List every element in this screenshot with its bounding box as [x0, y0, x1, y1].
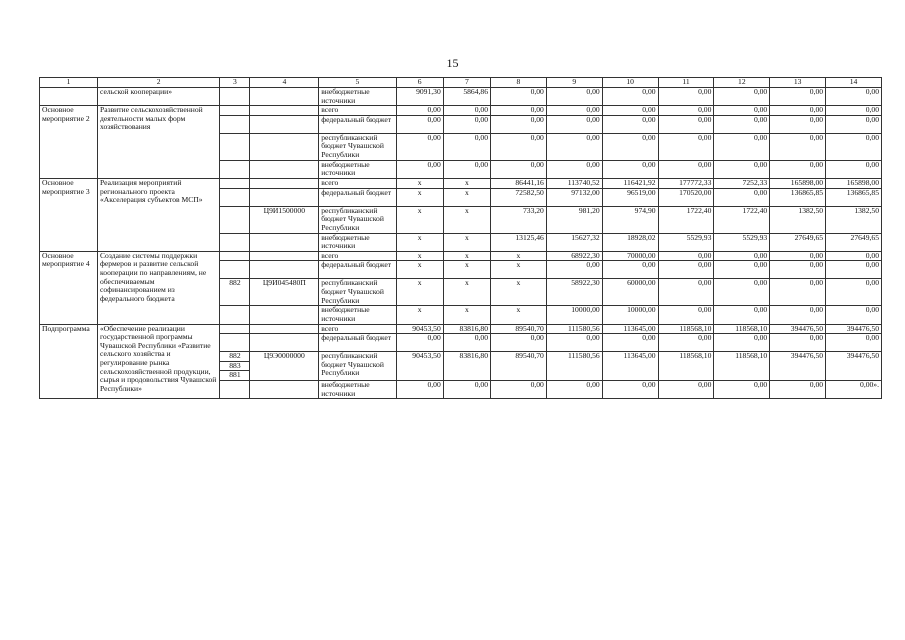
amount-cell: 90453,50: [396, 352, 443, 381]
funding-source-cell: внебюджетные источники: [319, 306, 396, 324]
amount-cell: 72582,50: [491, 188, 547, 206]
column-header: 13: [770, 78, 826, 88]
amount-cell: 0,00: [826, 261, 882, 279]
amount-cell: 60000,00: [602, 279, 658, 306]
amount-cell: 58922,30: [546, 279, 602, 306]
amount-cell: 0,00: [826, 279, 882, 306]
amount-cell: x: [396, 306, 443, 324]
grbs-code-cell: [220, 160, 250, 178]
amount-cell: 394476,50: [770, 352, 826, 381]
amount-cell: 0,00: [491, 88, 547, 106]
target-article-cell: Ц9И1500000: [250, 206, 319, 233]
amount-cell: 0,00: [546, 88, 602, 106]
amount-cell: x: [443, 251, 490, 261]
funding-source-cell: внебюджетные источники: [319, 88, 396, 106]
funding-source-cell: всего: [319, 251, 396, 261]
amount-cell: 177772,33: [658, 178, 714, 188]
amount-cell: 0,00: [491, 106, 547, 116]
amount-cell: 10000,00: [546, 306, 602, 324]
amount-cell: x: [443, 178, 490, 188]
amount-cell: 0,00: [491, 133, 547, 160]
amount-cell: 0,00: [770, 160, 826, 178]
amount-cell: 9091,30: [396, 88, 443, 106]
amount-cell: 0,00: [546, 334, 602, 352]
amount-cell: 0,00: [546, 133, 602, 160]
amount-cell: 0,00: [546, 380, 602, 398]
amount-cell: 0,00: [396, 133, 443, 160]
amount-cell: 0,00: [770, 306, 826, 324]
amount-cell: 170520,00: [658, 188, 714, 206]
measure-type-cell: Основное мероприятие 3: [40, 178, 98, 251]
grbs-code-cell: [220, 178, 250, 188]
amount-cell: 118568,10: [714, 352, 770, 381]
measure-title-cell: Создание системы поддержки фермеров и развитие сельской кооперации по направлениям, не обеспечиваемым софинансированием из федерального бюджета: [97, 251, 219, 324]
table-row: [40, 178, 882, 188]
measure-title-cell: «Обеспечение реализации государственной программы Чувашской Республики «Развитие сельского хозяйства и регулирование рынка сельскохозяйственной продукции, сырья и продовольствия Чувашской Республики»: [97, 324, 219, 399]
target-article-cell: [250, 133, 319, 160]
amount-cell: 0,00: [826, 106, 882, 116]
amount-cell: 0,00: [658, 251, 714, 261]
funding-source-cell: всего: [319, 178, 396, 188]
column-header: 3: [220, 78, 250, 88]
funding-source-cell: республиканский бюджет Чувашской Республики: [319, 133, 396, 160]
amount-cell: 0,00: [770, 261, 826, 279]
amount-cell: x: [396, 188, 443, 206]
amount-cell: 68922,30: [546, 251, 602, 261]
amount-cell: 0,00: [602, 133, 658, 160]
amount-cell: 0,00: [443, 380, 490, 398]
amount-cell: 0,00: [443, 115, 490, 133]
amount-cell: x: [443, 279, 490, 306]
amount-cell: 0,00: [714, 188, 770, 206]
column-header: 4: [250, 78, 319, 88]
amount-cell: 0,00: [714, 160, 770, 178]
amount-cell: 5529,93: [658, 233, 714, 251]
grbs-code-cell: [220, 133, 250, 160]
funding-source-cell: всего: [319, 106, 396, 116]
amount-cell: 0,00: [658, 106, 714, 116]
amount-cell: 89540,70: [491, 324, 547, 334]
grbs-code-cell: [220, 206, 250, 233]
amount-cell: 0,00: [770, 115, 826, 133]
funding-source-cell: внебюджетные источники: [319, 160, 396, 178]
amount-cell: 0,00: [546, 106, 602, 116]
amount-cell: 0,00: [714, 261, 770, 279]
target-article-cell: [250, 251, 319, 261]
target-article-cell: [250, 188, 319, 206]
grbs-code-cell: [220, 306, 250, 324]
amount-cell: 394476,50: [770, 324, 826, 334]
header-row: [40, 78, 882, 88]
column-header: 7: [443, 78, 490, 88]
amount-cell: 0,00: [443, 106, 490, 116]
amount-cell: 96519,00: [602, 188, 658, 206]
amount-cell: 0,00: [658, 88, 714, 106]
amount-cell: 0,00: [546, 261, 602, 279]
amount-cell: 13125,46: [491, 233, 547, 251]
funding-source-cell: федеральный бюджет: [319, 334, 396, 352]
amount-cell: x: [443, 233, 490, 251]
amount-cell: x: [396, 233, 443, 251]
target-article-cell: [250, 160, 319, 178]
target-article-cell: [250, 88, 319, 106]
amount-cell: 113740,52: [546, 178, 602, 188]
budget-table: [39, 77, 882, 399]
amount-cell: 86441,16: [491, 178, 547, 188]
amount-cell: 0,00: [491, 115, 547, 133]
column-header: 6: [396, 78, 443, 88]
amount-cell: 0,00: [443, 160, 490, 178]
grbs-code: 883: [220, 362, 249, 372]
amount-cell: 0,00: [443, 334, 490, 352]
grbs-code-cell: [220, 261, 250, 279]
funding-source-cell: федеральный бюджет: [319, 188, 396, 206]
amount-cell: x: [443, 188, 490, 206]
amount-cell: 0,00: [826, 160, 882, 178]
amount-cell: 1382,50: [770, 206, 826, 233]
amount-cell: 0,00: [714, 133, 770, 160]
amount-cell: 0,00: [826, 133, 882, 160]
measure-title-cell: Реализация мероприятий регионального проекта «Акселерация субъектов МСП»: [97, 178, 219, 251]
column-header: 9: [546, 78, 602, 88]
amount-cell: 0,00: [602, 115, 658, 133]
amount-cell: x: [396, 279, 443, 306]
amount-cell: 0,00: [770, 380, 826, 398]
amount-cell: 0,00: [658, 115, 714, 133]
target-article-cell: [250, 261, 319, 279]
amount-cell: 0,00: [770, 106, 826, 116]
amount-cell: 165898,00: [826, 178, 882, 188]
measure-type-cell: Основное мероприятие 2: [40, 106, 98, 179]
amount-cell: x: [491, 251, 547, 261]
grbs-code-cell: [220, 88, 250, 106]
table-row: [40, 88, 882, 106]
amount-cell: 27649,65: [826, 233, 882, 251]
amount-cell: 0,00: [826, 115, 882, 133]
grbs-code-cell: [220, 251, 250, 261]
amount-cell: 0,00: [396, 160, 443, 178]
funding-source-cell: федеральный бюджет: [319, 115, 396, 133]
amount-cell: 733,20: [491, 206, 547, 233]
amount-cell: 0,00: [714, 306, 770, 324]
amount-cell: 0,00: [602, 160, 658, 178]
amount-cell: x: [443, 261, 490, 279]
amount-cell: 118568,10: [714, 324, 770, 334]
target-article-cell: [250, 106, 319, 116]
amount-cell: 118568,10: [658, 352, 714, 381]
amount-cell: 97132,00: [546, 188, 602, 206]
amount-cell: 7252,33: [714, 178, 770, 188]
amount-cell: 0,00: [714, 334, 770, 352]
amount-cell: 0,00: [770, 133, 826, 160]
amount-cell: 0,00: [602, 261, 658, 279]
funding-source-cell: внебюджетные источники: [319, 380, 396, 398]
amount-cell: 0,00: [658, 261, 714, 279]
column-header: 14: [826, 78, 882, 88]
column-header: 12: [714, 78, 770, 88]
table-row: [40, 324, 882, 334]
amount-cell: x: [396, 206, 443, 233]
grbs-code-cell: [220, 324, 250, 334]
amount-cell: 1382,50: [826, 206, 882, 233]
amount-cell: 113645,00: [602, 324, 658, 334]
amount-cell: 5529,93: [714, 233, 770, 251]
amount-cell: 0,00: [714, 106, 770, 116]
amount-cell: 165898,00: [770, 178, 826, 188]
amount-cell: 116421,92: [602, 178, 658, 188]
target-article-cell: [250, 324, 319, 334]
column-header: 8: [491, 78, 547, 88]
funding-source-cell: федеральный бюджет: [319, 261, 396, 279]
amount-cell: 0,00: [714, 88, 770, 106]
column-header: 11: [658, 78, 714, 88]
amount-cell: 136865,85: [770, 188, 826, 206]
amount-cell: 0,00: [602, 88, 658, 106]
measure-title-cell: сельской кооперации»: [97, 88, 219, 106]
grbs-code-cell: [220, 334, 250, 352]
amount-cell: x: [443, 206, 490, 233]
amount-cell: 111580,56: [546, 352, 602, 381]
amount-cell: 5864,86: [443, 88, 490, 106]
amount-cell: 0,00: [714, 251, 770, 261]
column-header: 5: [319, 78, 396, 88]
amount-cell: 0,00: [826, 251, 882, 261]
amount-cell: 0,00: [396, 380, 443, 398]
amount-cell: 0,00: [443, 133, 490, 160]
amount-cell: 0,00: [714, 279, 770, 306]
amount-cell: 0,00: [602, 380, 658, 398]
column-header: 10: [602, 78, 658, 88]
amount-cell: 0,00: [826, 88, 882, 106]
target-article-cell: [250, 380, 319, 398]
amount-cell: 89540,70: [491, 352, 547, 381]
amount-cell: 0,00: [770, 251, 826, 261]
amount-cell: 0,00: [658, 279, 714, 306]
amount-cell: 0,00: [826, 306, 882, 324]
amount-cell: x: [396, 261, 443, 279]
column-header: 1: [40, 78, 98, 88]
target-article-cell: [250, 334, 319, 352]
amount-cell: 10000,00: [602, 306, 658, 324]
amount-cell: 0,00: [658, 160, 714, 178]
amount-cell: 0,00: [396, 334, 443, 352]
amount-cell: 0,00: [602, 106, 658, 116]
table-row: [40, 106, 882, 116]
amount-cell: 394476,50: [826, 324, 882, 334]
grbs-code-cell: [220, 352, 250, 381]
amount-cell: 1722,40: [658, 206, 714, 233]
amount-cell: 974,90: [602, 206, 658, 233]
measure-type-cell: [40, 88, 98, 106]
amount-cell: 0,00: [658, 380, 714, 398]
funding-source-cell: внебюджетные источники: [319, 233, 396, 251]
amount-cell: x: [396, 178, 443, 188]
amount-cell: x: [443, 306, 490, 324]
amount-cell: 70000,00: [602, 251, 658, 261]
grbs-code: 881: [229, 370, 241, 380]
grbs-code-cell: [220, 115, 250, 133]
amount-cell: 15627,32: [546, 233, 602, 251]
funding-source-cell: республиканский бюджет Чувашской Республики: [319, 352, 396, 381]
target-article-cell: [250, 233, 319, 251]
amount-cell: 0,00: [826, 334, 882, 352]
amount-cell: 0,00».: [826, 380, 882, 398]
grbs-code: 882: [220, 352, 249, 362]
amount-cell: 0,00: [658, 133, 714, 160]
amount-cell: 394476,50: [826, 352, 882, 381]
amount-cell: 1722,40: [714, 206, 770, 233]
target-article-cell: [250, 115, 319, 133]
amount-cell: 0,00: [546, 160, 602, 178]
amount-cell: 0,00: [770, 334, 826, 352]
amount-cell: 83816,80: [443, 352, 490, 381]
grbs-code-cell: [220, 188, 250, 206]
amount-cell: 0,00: [658, 334, 714, 352]
measure-type-cell: Основное мероприятие 4: [40, 251, 98, 324]
amount-cell: 0,00: [714, 380, 770, 398]
target-article-cell: Ц9И045480П: [250, 279, 319, 306]
measure-title-cell: Развитие сельскохозяйственной деятельности малых форм хозяйствования: [97, 106, 219, 179]
amount-cell: x: [491, 306, 547, 324]
amount-cell: x: [491, 279, 547, 306]
amount-cell: 27649,65: [770, 233, 826, 251]
amount-cell: 0,00: [770, 88, 826, 106]
amount-cell: 0,00: [770, 279, 826, 306]
amount-cell: 111580,56: [546, 324, 602, 334]
target-article-cell: Ц9Э0000000: [250, 352, 319, 381]
grbs-code-cell: [220, 233, 250, 251]
funding-source-cell: республиканский бюджет Чувашской Республики: [319, 279, 396, 306]
funding-source-cell: всего: [319, 324, 396, 334]
amount-cell: 118568,10: [658, 324, 714, 334]
amount-cell: x: [396, 251, 443, 261]
amount-cell: x: [491, 261, 547, 279]
amount-cell: 113645,00: [602, 352, 658, 381]
grbs-code-cell: [220, 380, 250, 398]
amount-cell: 0,00: [491, 334, 547, 352]
amount-cell: 0,00: [491, 380, 547, 398]
target-article-cell: [250, 306, 319, 324]
amount-cell: 0,00: [546, 115, 602, 133]
amount-cell: 0,00: [491, 160, 547, 178]
column-header: 2: [97, 78, 219, 88]
amount-cell: 0,00: [714, 115, 770, 133]
amount-cell: 83816,80: [443, 324, 490, 334]
measure-type-cell: Подпрограмма: [40, 324, 98, 399]
page-number: 15: [446, 56, 459, 70]
amount-cell: 0,00: [658, 306, 714, 324]
funding-source-cell: республиканский бюджет Чувашской Республики: [319, 206, 396, 233]
grbs-code-cell: 882: [220, 279, 250, 306]
amount-cell: 136865,85: [826, 188, 882, 206]
amount-cell: 90453,50: [396, 324, 443, 334]
target-article-cell: [250, 178, 319, 188]
amount-cell: 0,00: [396, 115, 443, 133]
grbs-code-cell: [220, 106, 250, 116]
amount-cell: 0,00: [602, 334, 658, 352]
amount-cell: 0,00: [396, 106, 443, 116]
table-row: [40, 251, 882, 261]
amount-cell: 981,20: [546, 206, 602, 233]
amount-cell: 18928,02: [602, 233, 658, 251]
